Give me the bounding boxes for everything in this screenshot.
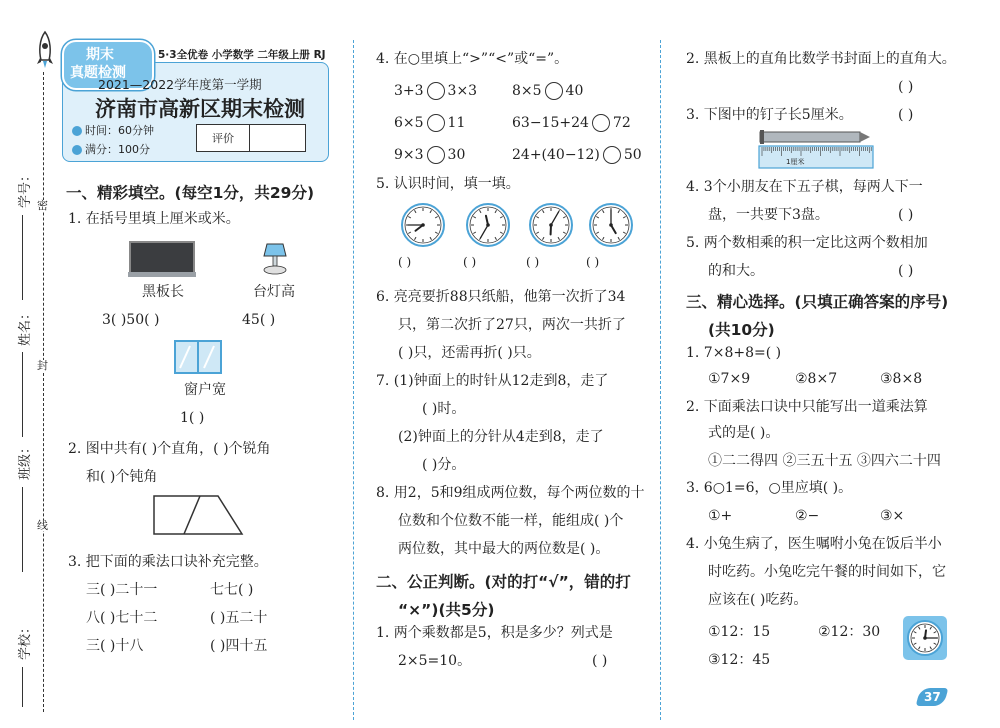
trapezoid-figure: [152, 494, 244, 536]
choice-1-opt-1[interactable]: ①7×9: [708, 371, 751, 387]
page-number: 37: [924, 690, 941, 704]
school-label: 学校：: [18, 620, 33, 660]
section-1-title: 一、精彩填空。(每空1分，共29分): [66, 184, 315, 202]
q6-line-a: 6. 亮亮要折88只纸船，他第一次折了34: [376, 289, 626, 305]
ruler-nail-figure: [758, 130, 876, 170]
judge-5-line-a: 5. 两个数相乘的积一定比这两个数相加: [686, 235, 928, 251]
section-3-title-a: 三、精心选择。(只填正确答案的序号): [686, 293, 949, 311]
q7-line-a: 7. (1)钟面上的时针从12走到8，走了: [376, 373, 609, 389]
q4-text: 4. 在○里填上“>”“<”或“=”。: [376, 51, 569, 67]
judge-2-answer[interactable]: ( ): [898, 79, 914, 95]
time-info: 时间：60分钟: [72, 122, 154, 138]
window-icon: [174, 340, 222, 374]
lamp-label: 台灯高: [253, 284, 295, 300]
q3-r2-a[interactable]: 八( )七十二: [86, 610, 158, 626]
choice-3-opt-2[interactable]: ②−: [795, 508, 820, 524]
judge-3-text: 3. 下图中的钉子长5厘米。: [686, 107, 853, 123]
q3-r1-a[interactable]: 三( )二十一: [86, 582, 158, 598]
rocket-icon: [34, 30, 56, 70]
school-year: 2021—2022学年度第一学期: [98, 77, 262, 92]
clock-face-1: [400, 202, 446, 248]
choice-2-line-b[interactable]: 式的是( )。: [708, 425, 780, 441]
clock-answer-1[interactable]: ( ): [398, 255, 412, 269]
q3-r1-b[interactable]: 七七( ): [210, 582, 254, 598]
judge-2-text: 2. 黑板上的直角比数学书封面上的直角大。: [686, 51, 956, 67]
column-divider-1: [353, 40, 354, 720]
q1-blanks-a[interactable]: 3( )50( ): [102, 312, 160, 328]
q6-line-c[interactable]: ( )只，还需再折( )只。: [398, 345, 541, 361]
q8-line-a: 8. 用2，5和9组成两位数，每个两位数的十: [376, 485, 645, 501]
clock-face-4: [588, 202, 634, 248]
choice-2-options[interactable]: ①二二得四 ②三五十五 ③四六二十四: [708, 453, 941, 469]
choice-4-line-a: 4. 小兔生病了，医生嘱咐小兔在饭后半小: [686, 536, 942, 552]
q7-line-d[interactable]: ( )分。: [422, 457, 466, 473]
choice-1-opt-3[interactable]: ③8×8: [880, 371, 923, 387]
q4-r1-a[interactable]: 3+3 3×3: [394, 83, 478, 99]
blackboard-label: 黑板长: [142, 284, 184, 300]
clock-answer-2[interactable]: ( ): [463, 255, 477, 269]
q7-line-b[interactable]: ( )时。: [422, 401, 466, 417]
q3-text: 3. 把下面的乘法口诀补充完整。: [68, 554, 268, 570]
choice-4-opt-3[interactable]: ③12：45: [708, 652, 771, 668]
choice-4-line-b: 时吃药。小兔吃完午餐的时间如下，它: [708, 564, 946, 580]
q3-r3-a[interactable]: 三( )十八: [86, 638, 144, 654]
choice-4-opt-2[interactable]: ②12：30: [818, 624, 881, 640]
column-divider-2: [660, 40, 661, 720]
clock-answer-4[interactable]: ( ): [586, 255, 600, 269]
choice-3-opt-3[interactable]: ③×: [880, 508, 905, 524]
q5-text: 5. 认识时间，填一填。: [376, 176, 520, 192]
judge-4-answer[interactable]: ( ): [898, 207, 914, 223]
window-label: 窗户宽: [184, 382, 226, 398]
q4-r3-b[interactable]: 24+(40−12) 50: [512, 147, 642, 163]
q3-r2-b[interactable]: ( )五二十: [210, 610, 268, 626]
clock-face-3: [528, 202, 574, 248]
name-label: 姓名：: [18, 306, 33, 346]
badge-line2: 真题检测: [70, 65, 126, 81]
clock-answer-3[interactable]: ( ): [526, 255, 540, 269]
desk-lamp-icon: [262, 242, 288, 276]
student-id-label: 学号：: [18, 168, 33, 208]
section-2-title-b: “×”)(共5分): [398, 601, 495, 619]
series-label: 5·3全优卷 小学数学 二年级上册 RJ: [158, 49, 326, 61]
blackboard-icon: [128, 240, 196, 278]
judge-3-answer[interactable]: ( ): [898, 107, 914, 123]
binding-mark-mi: 密: [37, 199, 48, 212]
choice-3-opt-1[interactable]: ①+: [708, 508, 733, 524]
judge-4-line-a: 4. 3个小朋友在下五子棋，每两人下一: [686, 179, 923, 195]
section-2-title-a: 二、公正判断。(对的打“√”，错的打: [376, 573, 631, 591]
binding-mark-xian: 线: [37, 519, 48, 532]
q8-line-c[interactable]: 两位数，其中最大的两位数是( )。: [398, 541, 610, 557]
q1-blanks-b[interactable]: 45( ): [242, 312, 276, 328]
judge-1-line-b: 2×5=10。: [398, 653, 472, 669]
q4-r1-b[interactable]: 8×5 40: [512, 83, 584, 99]
choice-4-line-c[interactable]: 应该在( )吃药。: [708, 592, 808, 608]
judge-1-line-a: 1. 两个乘数都是5，积是多少？列式是: [376, 625, 613, 641]
q1-text: 1. 在括号里填上厘米或米。: [68, 211, 240, 227]
eval-label: 评价: [197, 125, 250, 151]
exam-title: 济南市高新区期末检测: [95, 97, 305, 121]
choice-3-text[interactable]: 3. 6○1=6，○里应填( )。: [686, 480, 853, 496]
clock-icon: [72, 126, 82, 136]
section-3-title-b: (共10分): [708, 321, 775, 339]
choice-1-opt-2[interactable]: ②8×7: [795, 371, 838, 387]
q4-r3-a[interactable]: 9×3 30: [394, 147, 466, 163]
judge-5-answer[interactable]: ( ): [898, 263, 914, 279]
choice-2-line-a: 2. 下面乘法口诀中只能写出一道乘法算: [686, 399, 928, 415]
q2-text-a: 2. 图中共有( )个直角，( )个锐角: [68, 441, 271, 457]
judge-5-line-b: 的和大。: [708, 263, 764, 279]
score-info: 满分：100分: [72, 141, 150, 157]
class-label: 班级：: [18, 440, 33, 480]
lunch-clock-icon: [906, 619, 944, 657]
q7-line-c: (2)钟面上的分针从4走到8，走了: [398, 429, 604, 445]
badge-line1: 期末: [86, 47, 114, 63]
binding-mark-feng: 封: [37, 359, 48, 372]
q2-text-b: 和( )个钝角: [86, 469, 158, 485]
q4-r2-b[interactable]: 63−15+24 72: [512, 115, 631, 131]
check-icon: [72, 145, 82, 155]
q6-line-b: 只，第二次折了27只，两次一共折了: [398, 317, 626, 333]
eval-field[interactable]: [250, 125, 305, 151]
choice-1-text[interactable]: 1. 7×8+8=( ): [686, 345, 782, 361]
choice-4-opt-1[interactable]: ①12：15: [708, 624, 771, 640]
q4-r2-a[interactable]: 6×5 11: [394, 115, 466, 131]
eval-box[interactable]: [196, 124, 306, 152]
clock-face-2: [465, 202, 511, 248]
q1-blanks-c[interactable]: 1( ): [180, 410, 205, 426]
binding-dashed-line: [43, 72, 44, 712]
judge-4-line-b: 盘，一共要下3盘。: [708, 207, 829, 223]
q8-line-b[interactable]: 位数和个位数不能一样，能组成( )个: [398, 513, 624, 529]
judge-1-answer[interactable]: ( ): [592, 653, 608, 669]
q3-r3-b[interactable]: ( )四十五: [210, 638, 268, 654]
ruler-unit-label: 1厘米: [786, 158, 805, 166]
